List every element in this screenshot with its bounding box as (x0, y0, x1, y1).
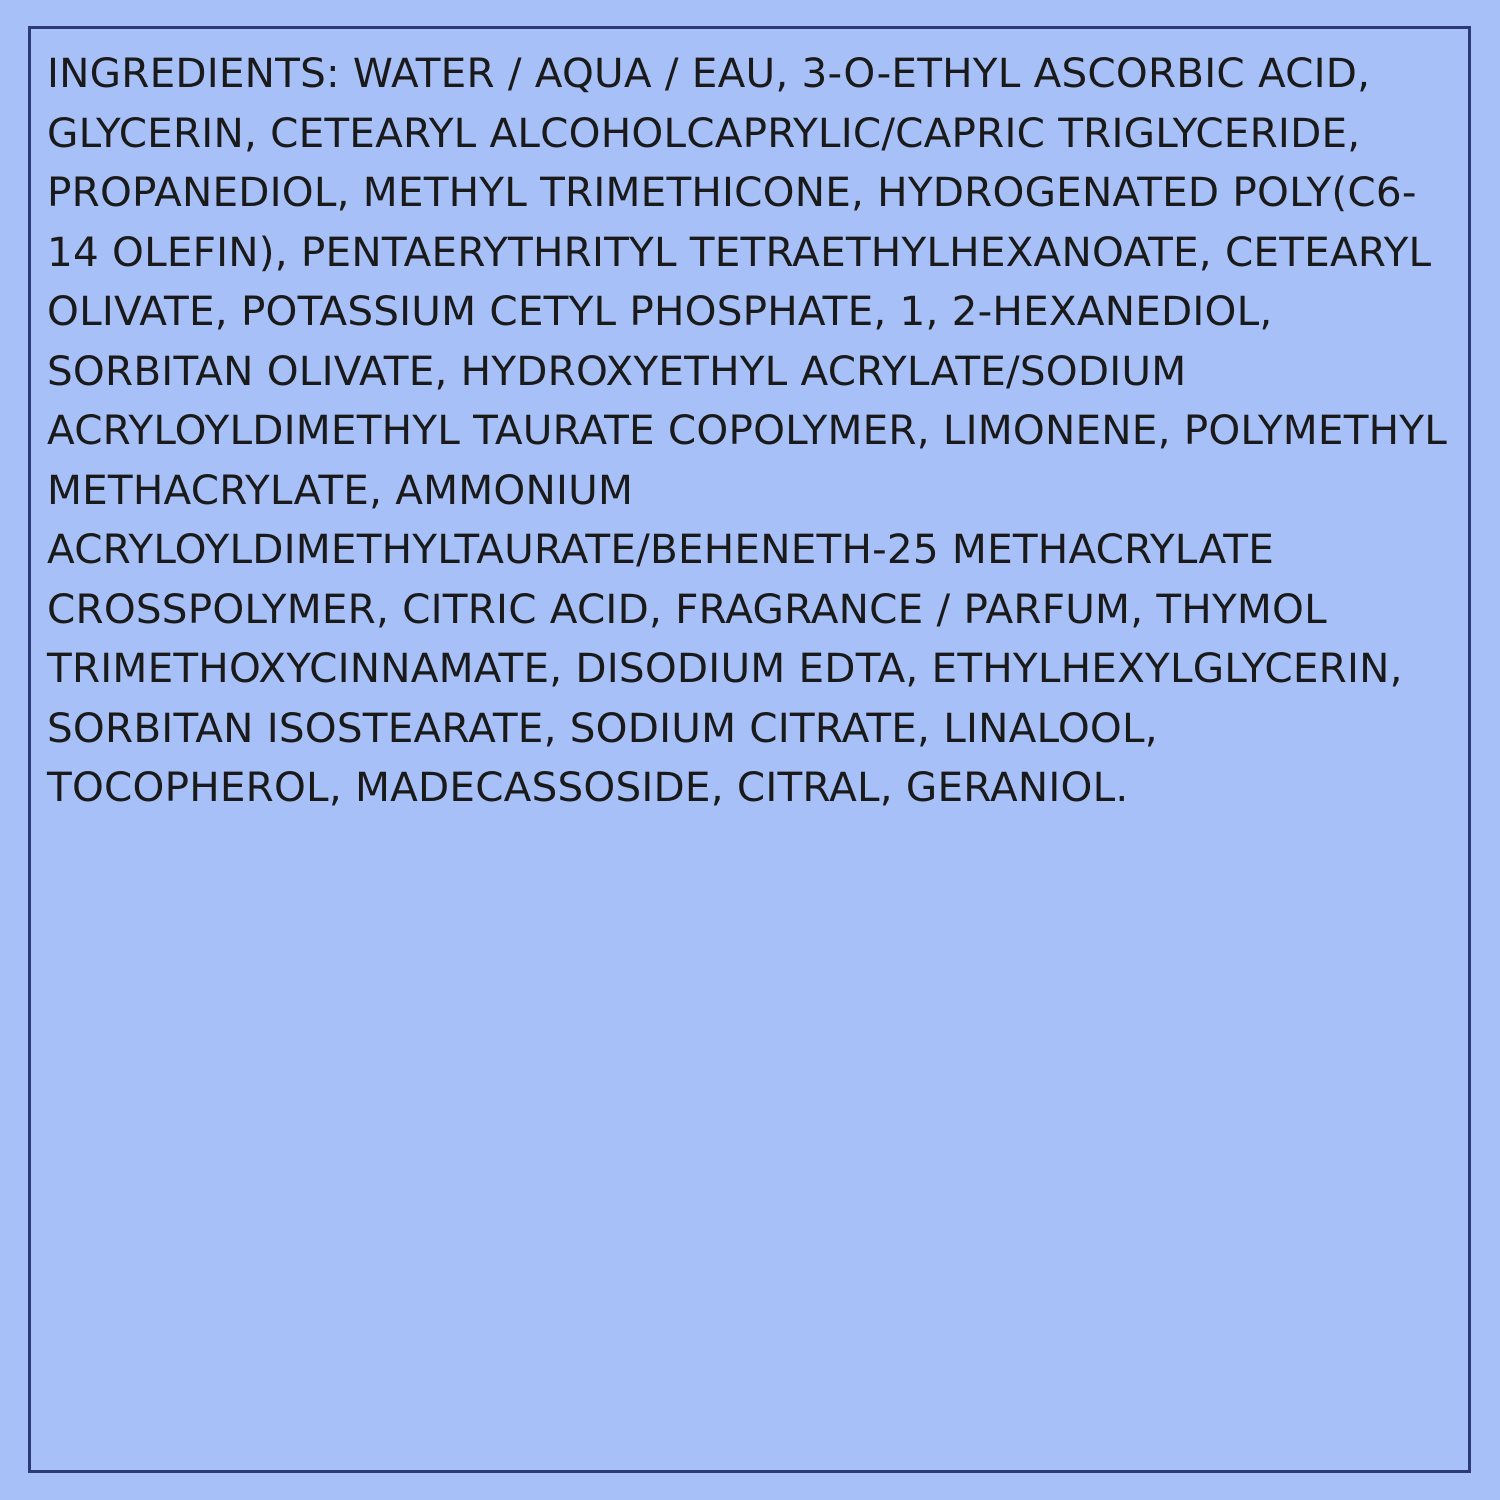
ingredients-paragraph: INGREDIENTS: WATER / AQUA / EAU, 3-O-ETHYL ASCORBIC ACID, GLYCERIN, CETEARYL ALCOHOLCAPRYLIC/CAPRIC TRIGLYCERIDE, PROPANEDIOL, METHYL TRIMETHICONE, HYDROGENATED POLY(C6-14 OLEFIN), PENTAERYTHRITYL TETRAETHYLHEXANOATE, CETEARYL OLIVATE, POTASSIUM CETYL PHOSPHATE, 1, 2-HEXANEDIOL, SORBITAN OLIVATE, HYDROXYETHYL ACRYLATE/SODIUM ACRYLOYLDIMETHYL TAURATE COPOLYMER, LIMONENE, POLYMETHYL METHACRYLATE, AMMONIUM ACRYLOYLDIMETHYLTAURATE/BEHENETH-25 METHACRYLATE CROSSPOLYMER, CITRIC ACID, FRAGRANCE / PARFUM, THYMOL TRIMETHOXYCINNAMATE, DISODIUM EDTA, ETHYLHEXYLGLYCERIN, SORBITAN ISOSTEARATE, SODIUM CITRATE, LINALOOL, TOCOPHEROL, MADECASSOSIDE, CITRAL, GERANIOL. (47, 49, 1461, 811)
